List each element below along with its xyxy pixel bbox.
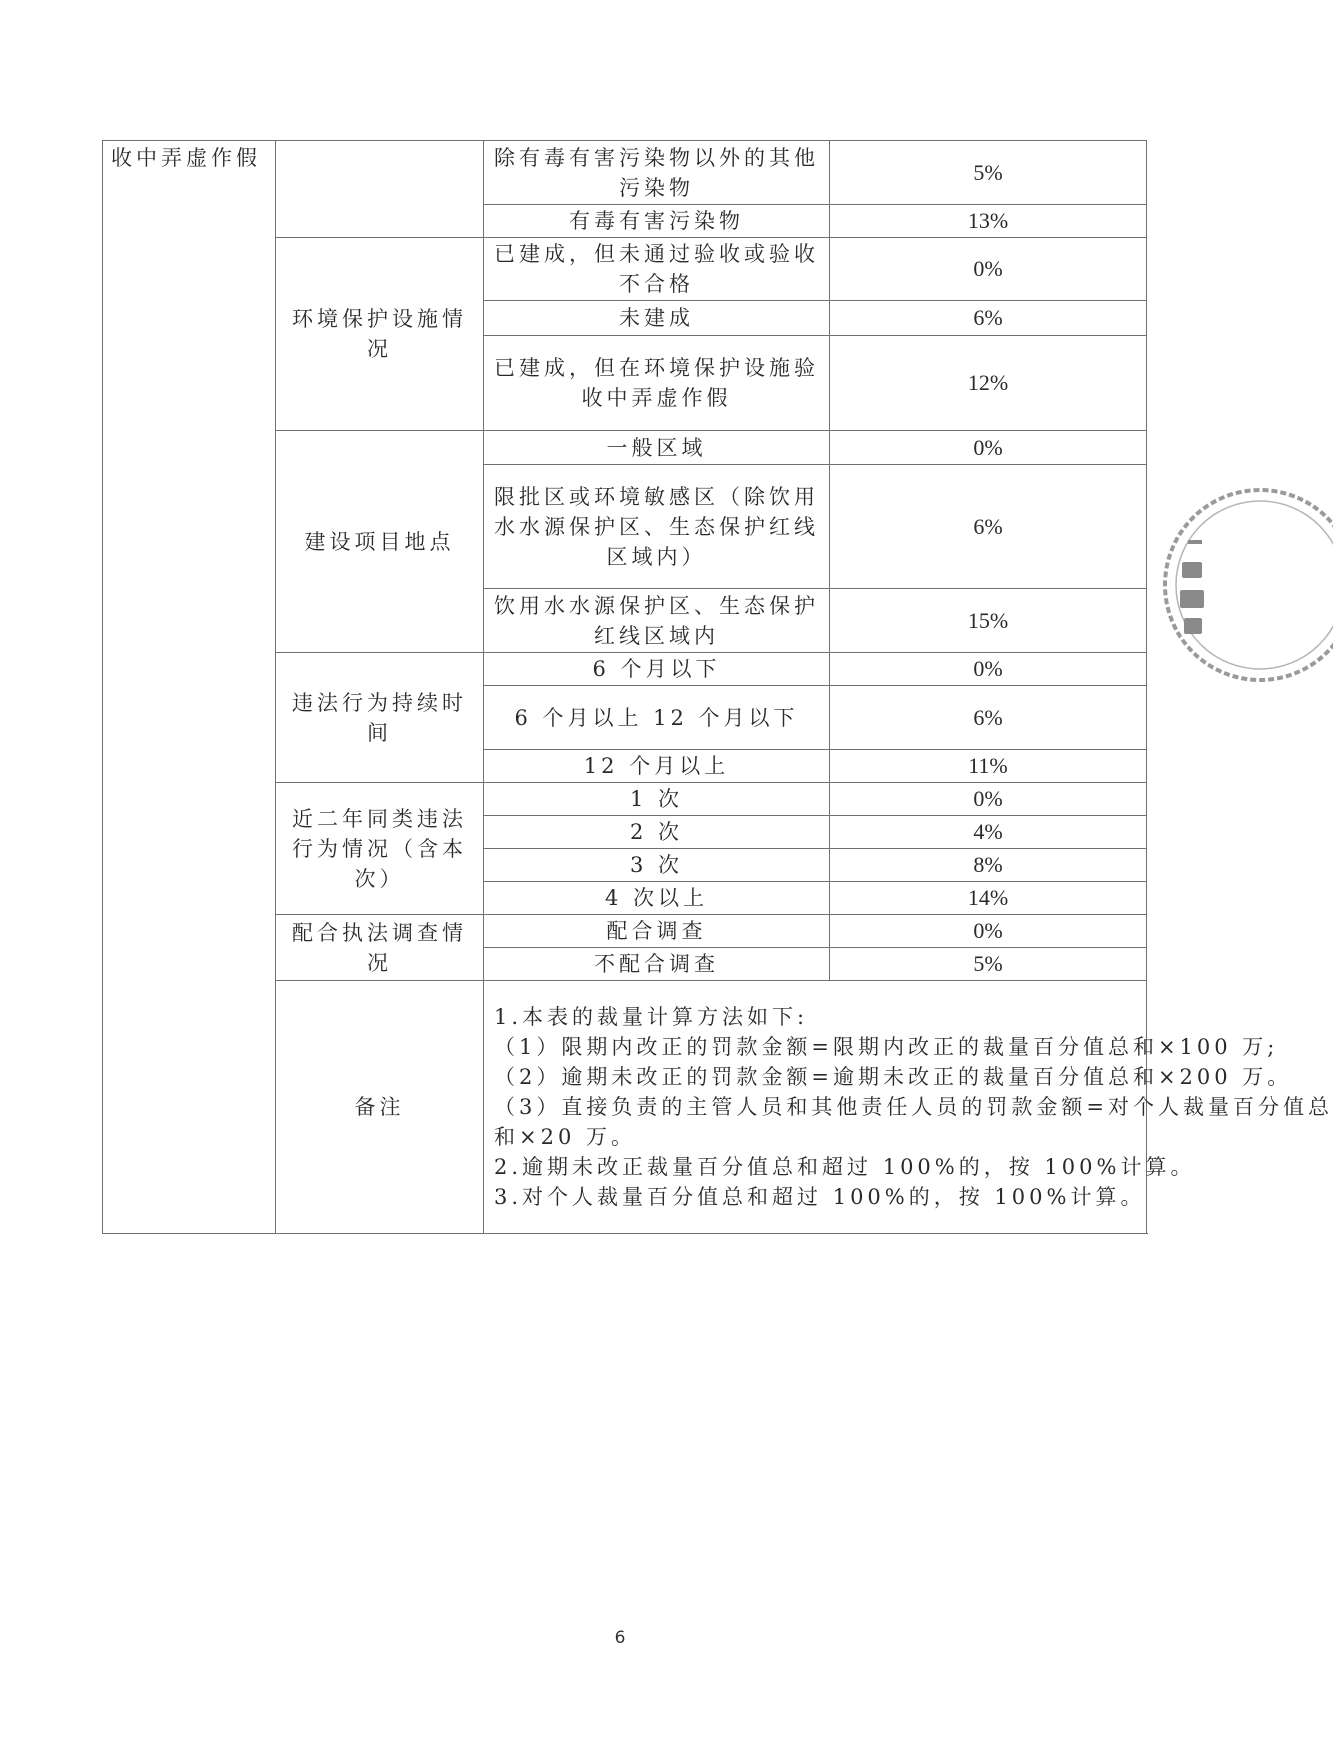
page-number: 6 — [614, 1628, 626, 1648]
note-line: （1）限期内改正的罚款金额=限期内改正的裁量百分值总和×100 万; — [494, 1035, 1279, 1059]
percent-cell: 14% — [830, 882, 1147, 915]
condition-cell: 未建成 — [484, 301, 830, 336]
condition-cell: 除有毒有害污染物以外的其他污染物 — [484, 141, 830, 205]
note-line: 3.对个人裁量百分值总和超过 100%的，按 100%计算。 — [494, 1185, 1146, 1209]
condition-cell: 6 个月以下 — [484, 653, 830, 686]
condition-cell: 限批区或环境敏感区（除饮用水水源保护区、生态保护红线区域内） — [484, 465, 830, 589]
percent-cell: 0% — [830, 653, 1147, 686]
percent-cell: 15% — [830, 589, 1147, 653]
note-line: 2.逾期未改正裁量百分值总和超过 100%的，按 100%计算。 — [494, 1155, 1196, 1179]
left-label: 收中弄虚作假 — [103, 141, 276, 1234]
table-row — [103, 141, 1147, 205]
condition-cell: 6 个月以上 12 个月以下 — [484, 686, 830, 750]
factor-cell-empty — [276, 141, 484, 238]
note-line: （2）逾期未改正的罚款金额=逾期未改正的裁量百分值总和×200 万。 — [494, 1065, 1293, 1089]
note-line: 1.本表的裁量计算方法如下: — [494, 1005, 809, 1029]
percent-cell: 5% — [830, 141, 1147, 205]
factor-cell: 环境保护设施情况 — [276, 238, 484, 431]
seal-stamp-icon — [1150, 480, 1270, 690]
percent-cell: 0% — [830, 915, 1147, 948]
percent-cell: 11% — [830, 750, 1147, 783]
percent-cell: 0% — [830, 783, 1147, 816]
note-line: （3）直接负责的主管人员和其他责任人员的罚款金额=对个人裁量百分值总 — [494, 1095, 1333, 1119]
factor-cell: 建设项目地点 — [276, 431, 484, 653]
condition-cell: 4 次以上 — [484, 882, 830, 915]
condition-cell: 有毒有害污染物 — [484, 205, 830, 238]
percent-cell: 5% — [830, 948, 1147, 981]
percent-cell: 13% — [830, 205, 1147, 238]
note-line: 和×20 万。 — [494, 1125, 636, 1149]
notes-content — [484, 981, 1333, 1234]
condition-cell: 3 次 — [484, 849, 830, 882]
condition-cell: 2 次 — [484, 816, 830, 849]
discretion-table — [102, 140, 1333, 1234]
condition-cell: 1 次 — [484, 783, 830, 816]
condition-cell: 已建成，但未通过验收或验收不合格 — [484, 238, 830, 301]
condition-cell: 12 个月以上 — [484, 750, 830, 783]
condition-cell: 已建成，但在环境保护设施验收中弄虚作假 — [484, 336, 830, 431]
factor-cell: 违法行为持续时间 — [276, 653, 484, 783]
condition-cell: 不配合调查 — [484, 948, 830, 981]
percent-cell: 6% — [830, 465, 1147, 589]
condition-cell: 一般区域 — [484, 431, 830, 465]
percent-cell: 8% — [830, 849, 1147, 882]
percent-cell: 6% — [830, 686, 1147, 750]
condition-cell: 配合调查 — [484, 915, 830, 948]
factor-cell: 近二年同类违法行为情况（含本次） — [276, 783, 484, 915]
condition-cell: 饮用水水源保护区、生态保护红线区域内 — [484, 589, 830, 653]
percent-cell: 6% — [830, 301, 1147, 336]
percent-cell: 12% — [830, 336, 1147, 431]
percent-cell: 0% — [830, 431, 1147, 465]
percent-cell: 4% — [830, 816, 1147, 849]
factor-cell: 配合执法调查情况 — [276, 915, 484, 981]
notes-label: 备注 — [276, 981, 484, 1234]
percent-cell: 0% — [830, 238, 1147, 301]
